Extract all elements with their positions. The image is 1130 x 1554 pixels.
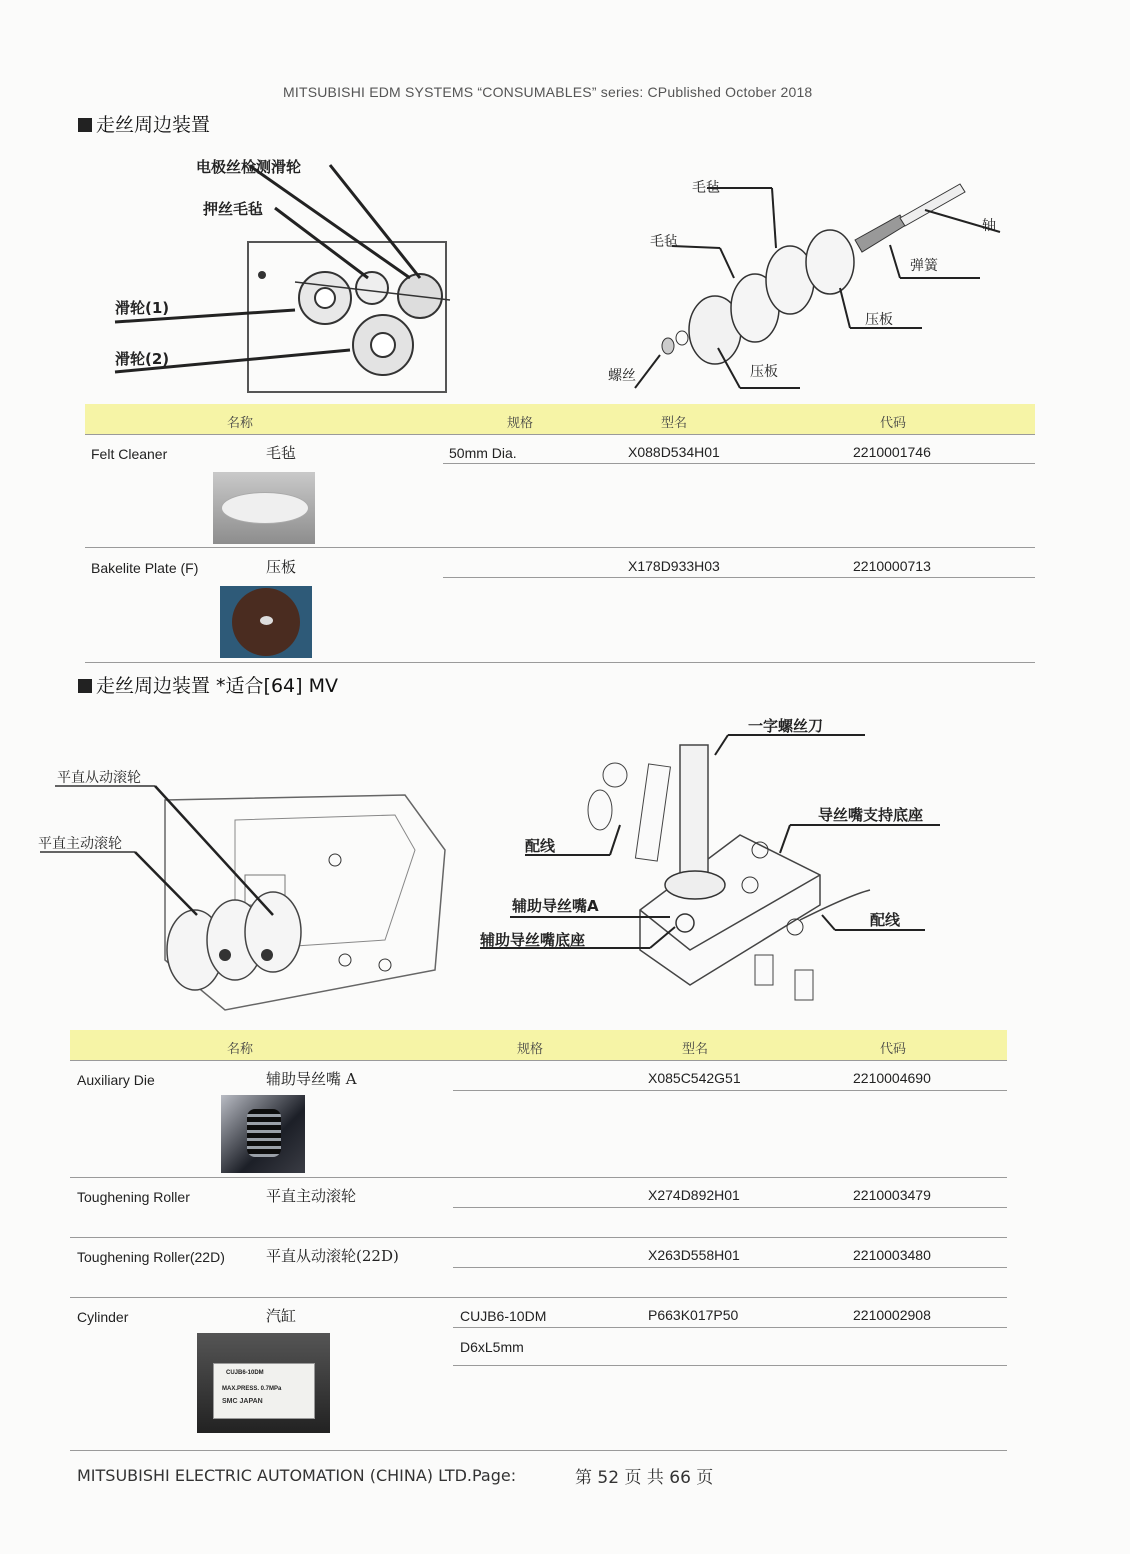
cylinder-spec-size: D6xL5mm [460,1339,524,1355]
label-felt-2: 毛毡 [650,234,678,250]
label-plate-2: 压板 [750,364,778,380]
footer-page-number: 第 52 页 共 66 页 [575,1468,714,1488]
label-aux-die-a: 辅助导丝嘴A [512,897,599,915]
footer-company: MITSUBISHI ELECTRIC AUTOMATION (CHINA) LTD.Page: [77,1466,517,1485]
square-bullet-icon [78,118,92,132]
label-shaft: 轴 [982,218,996,234]
label-plate-1: 压板 [865,312,893,328]
bakelite-plate-photo [220,586,312,658]
label-wire-detect-pulley: 电极丝检测滑轮 [196,158,302,176]
label-driving-roller: 平直主动滚轮 [38,836,122,852]
section-1-title: 走丝周边装置 [78,110,210,137]
felt-assembly-diagram [600,170,1020,395]
label-pulley-2: 滑轮(2) [115,350,170,368]
label-felt-1: 毛毡 [692,180,720,196]
table-1-header: 名称 规格 型名 代码 [85,404,1035,434]
label-press-felt: 押丝毛毡 [203,200,264,218]
label-guide-base: 导丝嘴支持底座 [818,806,924,824]
roller-assembly-diagram [35,760,455,1020]
page-header: MITSUBISHI EDM SYSTEMS “CONSUMABLES” series: CPublished October 2018 [283,84,813,100]
label-pulley-1: 滑轮(1) [115,299,170,317]
table-2-header: 名称 规格 型名 代码 [70,1030,1007,1060]
section-2-title: 走丝周边装置 *适合[64] MV [78,671,338,698]
label-wiring-1: 配线 [525,837,556,855]
felt-cleaner-photo [213,472,315,544]
label-driven-roller: 平直从动滚轮 [57,770,141,786]
label-spring: 弹簧 [910,258,938,274]
auxiliary-die-photo [221,1095,305,1173]
label-aux-die-base: 辅助导丝嘴底座 [480,931,586,949]
label-screw: 螺丝 [608,368,636,384]
wire-pulley-diagram [100,150,480,400]
square-bullet-icon [78,679,92,693]
label-screwdriver: 一字螺丝刀 [748,717,824,735]
auxiliary-die-diagram [470,705,950,1025]
cylinder-photo: CUJB6-10DM MAX.PRESS. 0.7MPa SMC JAPAN [197,1333,330,1433]
label-wiring-2: 配线 [870,911,901,929]
